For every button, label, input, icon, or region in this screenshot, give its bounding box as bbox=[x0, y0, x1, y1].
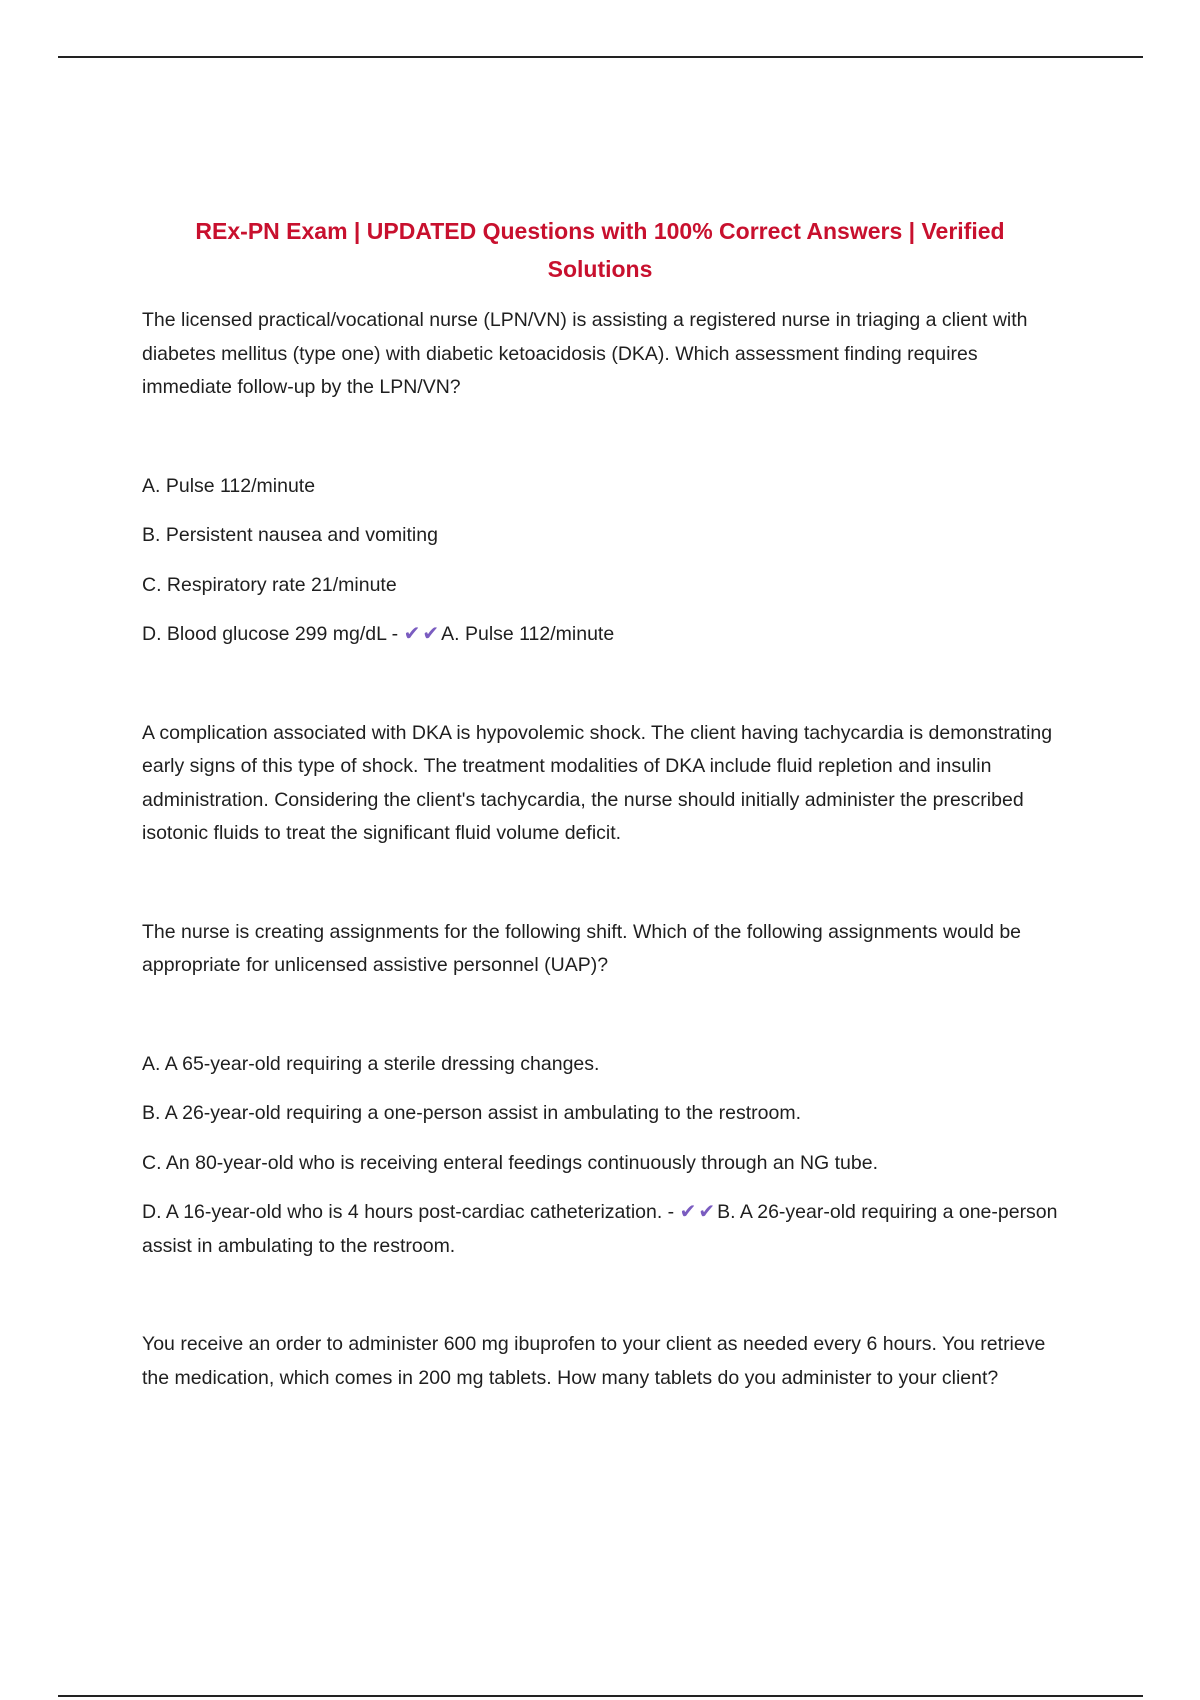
question-1-option-c: C. Respiratory rate 21/minute bbox=[142, 573, 397, 596]
question-3-stem: You receive an order to administer 600 mg ibuprofen to your client as needed every 6 hours. You retrieve the medication, which comes in 200 mg tablets. How many tablets do you administer to your client? bbox=[142, 1333, 1046, 1389]
question-1-option-a: A. Pulse 112/minute bbox=[142, 474, 316, 497]
question-2-option-a: A. A 65-year-old requiring a sterile dressing changes. bbox=[142, 1052, 600, 1075]
question-1-stem: The licensed practical/vocational nurse (LPN/VN) is assisting a registered nurse in triaging a client with diabetes mellitus (type one) with diabetic ketoacidosis (DKA). Which assessment finding requires immediate follow-up by the LPN/VN? bbox=[142, 309, 1028, 398]
question-2-option-d bbox=[142, 1196, 1072, 1263]
question-2-answer: B. A 26-year-old requiring a one-person assist in ambulating to the restroom. bbox=[142, 1201, 1058, 1257]
question-1-option-d bbox=[142, 618, 1072, 652]
question-1-rationale: A complication associated with DKA is hypovolemic shock. The client having tachycardia is demonstrating early signs of this type of shock. The treatment modalities of DKA include fluid repletion and insulin administration. Considering the client's tachycardia, the nurse should initially administer the prescribed isotonic fluids to treat the significant fluid volume deficit. bbox=[142, 721, 1053, 844]
question-2-option-b: B. A 26-year-old requiring a one-person assist in ambulating to the restroom. bbox=[142, 1102, 802, 1124]
check-icon: ✔✔ bbox=[403, 623, 442, 645]
bottom-rule bbox=[58, 1695, 1143, 1697]
document-title: REx-PN Exam | UPDATED Questions with 100% Correct Answers | Verified Solutions bbox=[195, 218, 1005, 282]
document-body bbox=[142, 304, 1072, 1395]
question-2-option-c: C. An 80-year-old who is receiving enteral feedings continuously through an NG tube. bbox=[142, 1151, 879, 1174]
question-2-option-d-text: D. A 16-year-old who is 4 hours post-cardiac catheterization. - bbox=[142, 1201, 675, 1223]
question-1-option-d-text: D. Blood glucose 299 mg/dL - bbox=[142, 623, 399, 645]
top-rule bbox=[58, 56, 1143, 58]
question-1-answer: A. Pulse 112/minute bbox=[441, 623, 615, 645]
question-1-option-b: B. Persistent nausea and vomiting bbox=[142, 524, 438, 546]
check-icon: ✔✔ bbox=[679, 1201, 718, 1223]
question-2-stem: The nurse is creating assignments for the following shift. Which of the following assignments would be appropriate for unlicensed assistive personnel (UAP)? bbox=[142, 920, 1022, 976]
